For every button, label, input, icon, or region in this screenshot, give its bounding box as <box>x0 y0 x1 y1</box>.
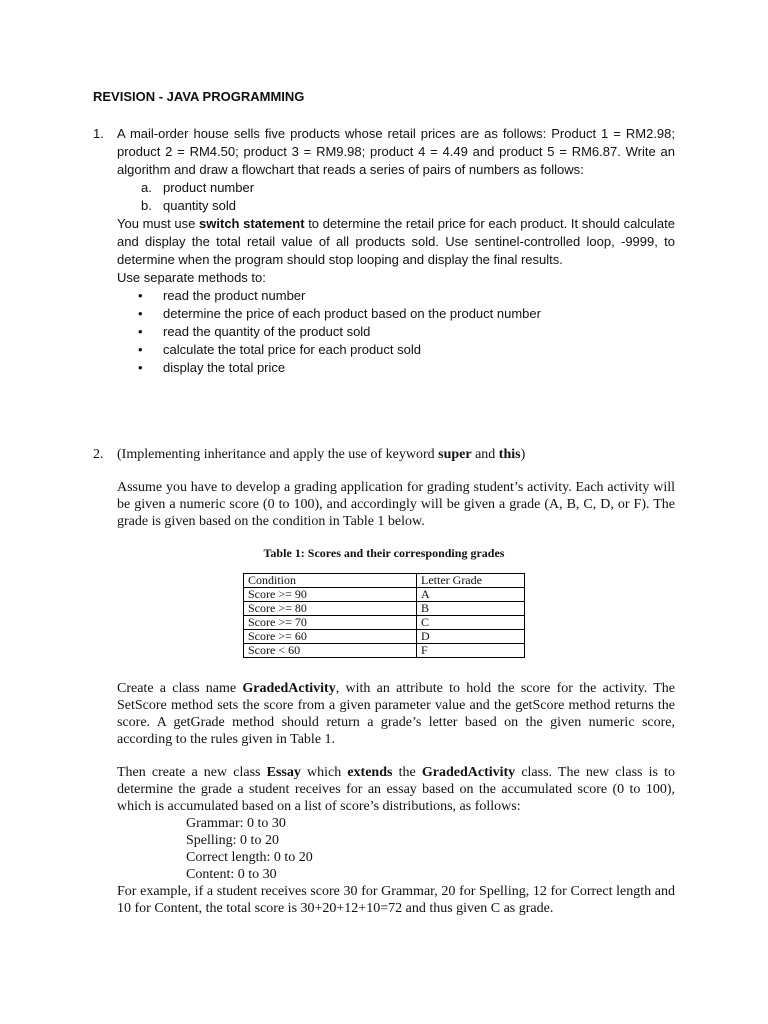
switch-post: to determine the retail price for each product. It should calculate and display the total retail value of all products sold. Use sentinel-controlled loop, -9999, to determine when the program should stop looping and display the final results. <box>117 216 675 267</box>
list-item <box>117 341 675 359</box>
methods-intro: Use separate methods to: <box>117 270 266 285</box>
method-text: read the product number <box>163 288 306 303</box>
table-header-grade: Letter Grade <box>417 574 525 588</box>
table-cell-condition: Score < 60 <box>244 644 417 658</box>
table-header-condition: Condition <box>244 574 417 588</box>
bullet-icon: • <box>138 360 143 375</box>
method-text: calculate the total price for each product sold <box>163 342 421 357</box>
sub-item <box>117 179 675 197</box>
example-paragraph: For example, if a student receives score 30 for Grammar, 20 for Spelling, 12 for Correct length and 10 for Content, the total score is 30+20+12+10=72 and thus given C as grade. <box>117 884 675 916</box>
table-row <box>244 602 525 616</box>
para3-e: class. The new class is to determine the grade a student receives for an essay based on the accumulated score (0 to 100), which is accumulated based on a list of score’s distributions, as follows: <box>117 765 675 814</box>
table-header-row <box>244 574 525 588</box>
table-cell-condition: Score >= 90 <box>244 588 417 602</box>
table-cell-condition: Score >= 80 <box>244 602 417 616</box>
table-caption: Table 1: Scores and their corresponding grades <box>263 546 505 560</box>
class-essay: Essay <box>266 765 301 780</box>
sub-item-label: a. <box>141 180 152 195</box>
sub-item <box>117 197 675 215</box>
class-graded-activity-ref: GradedActivity <box>421 765 516 780</box>
para2-pre: Create a class name <box>117 681 243 696</box>
keyword-extends: extends <box>347 765 393 780</box>
method-text: determine the price of each product based on the product number <box>163 306 541 321</box>
grades-table <box>243 573 525 658</box>
distribution-content: Content: 0 to 30 <box>186 867 277 882</box>
para3-a: Then create a new class <box>117 765 267 780</box>
keyword-this: this <box>498 447 521 462</box>
question-1-sub-list <box>117 179 675 215</box>
question-1-number: 1. <box>93 126 104 141</box>
list-item <box>117 323 675 341</box>
list-item <box>117 287 675 305</box>
class-graded-activity: GradedActivity <box>242 681 336 696</box>
para3-c: which <box>300 765 348 780</box>
question-1-intro: A mail-order house sells five products whose retail prices are as follows: Product 1 = RM2.98; product 2 = RM4.50; product 3 = RM9.98; product 4 = 4.49 and product 5 = RM6.87. Write an algorithm and draw a flowchart that reads a series of pairs of numbers as follows: <box>117 126 675 177</box>
sub-item-label: b. <box>141 198 152 213</box>
keyword-super: super <box>438 447 472 462</box>
table-cell-grade: D <box>417 630 525 644</box>
question-2-paragraph-1: Assume you have to develop a grading application for grading student’s activity. Each activity will be given a numeric score (0 to 100), and accordingly will be given a grade (A, B, C, D, or F). The grade is given based on the condition in Table 1 below. <box>117 480 675 529</box>
table-row <box>244 630 525 644</box>
bullet-icon: • <box>138 306 143 321</box>
distribution-spelling: Spelling: 0 to 20 <box>186 833 279 848</box>
table-cell-grade: C <box>417 616 525 630</box>
table-row <box>244 616 525 630</box>
document-title: REVISION - JAVA PROGRAMMING <box>93 89 305 104</box>
bullet-icon: • <box>138 342 143 357</box>
para2-post: , with an attribute to hold the score for the activity. The SetScore method sets the score from a given parameter value and the getScore method returns the score. A getGrade method should return a grade’s letter based on the given numeric score, according to the rules given in Table 1. <box>117 681 675 747</box>
table-cell-condition: Score >= 70 <box>244 616 417 630</box>
list-item <box>117 359 675 377</box>
table-cell-condition: Score >= 60 <box>244 630 417 644</box>
methods-list <box>117 287 675 377</box>
distribution-grammar: Grammar: 0 to 30 <box>186 816 286 831</box>
sub-item-text: quantity sold <box>163 198 236 213</box>
sub-item-text: product number <box>163 180 255 195</box>
distribution-correct-length: Correct length: 0 to 20 <box>186 850 313 865</box>
question-2-paragraph-3 <box>117 764 675 917</box>
switch-paragraph <box>117 215 675 269</box>
heading-post: ) <box>520 447 526 462</box>
table-cell-grade: A <box>417 588 525 602</box>
table-row <box>244 588 525 602</box>
bullet-icon: • <box>138 288 143 303</box>
switch-pre: You must use <box>117 216 200 231</box>
heading-pre: (Implementing inheritance and apply the use of keyword <box>117 447 439 462</box>
table-cell-grade: F <box>417 644 525 658</box>
bullet-icon: • <box>138 324 143 339</box>
table-cell-grade: B <box>417 602 525 616</box>
switch-bold: switch statement <box>199 216 305 231</box>
heading-mid: and <box>471 447 499 462</box>
question-2-number: 2. <box>93 447 104 462</box>
list-item <box>117 305 675 323</box>
question-1 <box>117 125 675 377</box>
method-text: display the total price <box>163 360 286 375</box>
question-2-heading <box>117 446 525 463</box>
para3-d: the <box>392 765 422 780</box>
method-text: read the quantity of the product sold <box>163 324 371 339</box>
table-row <box>244 644 525 658</box>
question-2-paragraph-2 <box>117 680 675 748</box>
